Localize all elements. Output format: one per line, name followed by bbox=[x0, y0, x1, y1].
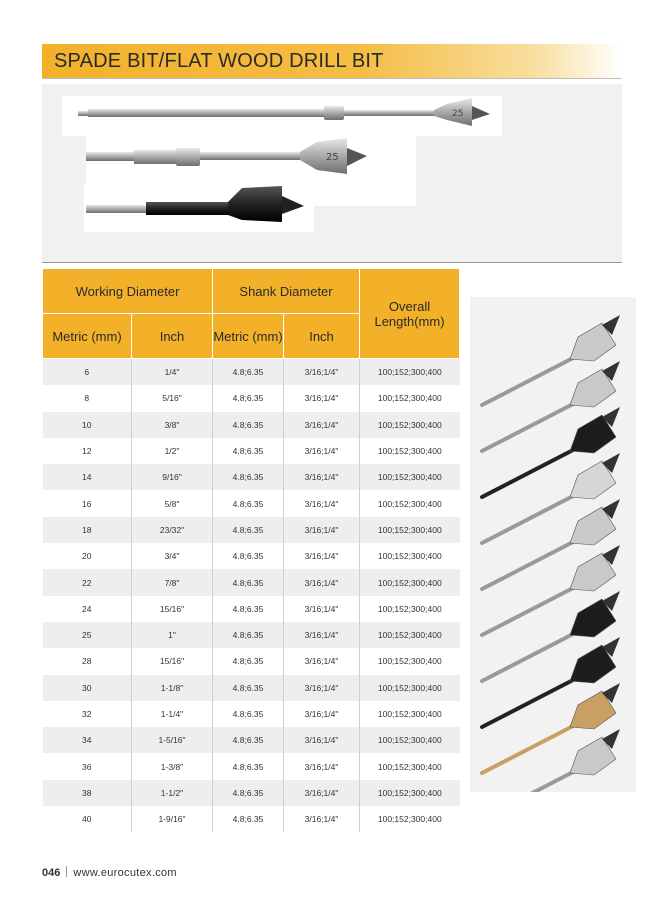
cell-overall-length: 100;152;300;400 bbox=[360, 727, 460, 753]
cell-inch: 9/16" bbox=[132, 464, 213, 490]
website-link[interactable]: www.eurocutex.com bbox=[73, 867, 177, 879]
cell-shank-metric: 4.8;6.35 bbox=[213, 569, 284, 595]
page-number: 046 bbox=[42, 867, 61, 879]
spec-table-body bbox=[43, 359, 460, 833]
cell-shank-metric: 4.8;6.35 bbox=[213, 543, 284, 569]
cell-shank-metric: 4.8;6.35 bbox=[213, 596, 284, 622]
cell-metric: 14 bbox=[43, 464, 132, 490]
spade-bits-illustration bbox=[42, 84, 622, 262]
header-overall-length: Overall Length(mm) bbox=[360, 269, 460, 359]
top-product-photo bbox=[42, 84, 622, 263]
cell-overall-length: 100;152;300;400 bbox=[360, 464, 460, 490]
cell-shank-metric: 4.8;6.35 bbox=[213, 753, 284, 779]
header-working-diameter: Working Diameter bbox=[43, 269, 213, 314]
table-row bbox=[43, 753, 460, 779]
cell-inch: 1-1/2" bbox=[132, 780, 213, 806]
cell-metric: 40 bbox=[43, 806, 132, 832]
cell-overall-length: 100;152;300;400 bbox=[360, 490, 460, 516]
cell-shank-metric: 4.8;6.35 bbox=[213, 490, 284, 516]
spec-table bbox=[42, 268, 460, 832]
cell-metric: 18 bbox=[43, 517, 132, 543]
cell-shank-inch: 3/16;1/4" bbox=[284, 701, 360, 727]
cell-inch: 1" bbox=[132, 622, 213, 648]
cell-overall-length: 100;152;300;400 bbox=[360, 569, 460, 595]
header-inch: Inch bbox=[284, 314, 360, 359]
cell-shank-metric: 4.8;6.35 bbox=[213, 622, 284, 648]
cell-shank-inch: 3/16;1/4" bbox=[284, 359, 360, 386]
cell-overall-length: 100;152;300;400 bbox=[360, 753, 460, 779]
cell-overall-length: 100;152;300;400 bbox=[360, 517, 460, 543]
table-row bbox=[43, 569, 460, 595]
cell-metric: 10 bbox=[43, 412, 132, 438]
cell-inch: 7/8" bbox=[132, 569, 213, 595]
cell-inch: 3/4" bbox=[132, 543, 213, 569]
cell-metric: 8 bbox=[43, 385, 132, 411]
spade-bit-set-illustration bbox=[470, 297, 636, 792]
cell-metric: 25 bbox=[43, 622, 132, 648]
cell-inch: 23/32" bbox=[132, 517, 213, 543]
cell-metric: 36 bbox=[43, 753, 132, 779]
cell-shank-inch: 3/16;1/4" bbox=[284, 780, 360, 806]
table-row bbox=[43, 359, 460, 386]
cell-inch: 5/8" bbox=[132, 490, 213, 516]
table-row bbox=[43, 490, 460, 516]
cell-inch: 1/4" bbox=[132, 359, 213, 386]
cell-shank-metric: 4.8;6.35 bbox=[213, 727, 284, 753]
cell-shank-metric: 4.8;6.35 bbox=[213, 517, 284, 543]
cell-shank-metric: 4.8;6.35 bbox=[213, 385, 284, 411]
cell-shank-metric: 4.8;6.35 bbox=[213, 359, 284, 386]
cell-shank-inch: 3/16;1/4" bbox=[284, 543, 360, 569]
table-row bbox=[43, 438, 460, 464]
cell-overall-length: 100;152;300;400 bbox=[360, 438, 460, 464]
cell-overall-length: 100;152;300;400 bbox=[360, 359, 460, 386]
table-row bbox=[43, 385, 460, 411]
table-row bbox=[43, 596, 460, 622]
cell-metric: 6 bbox=[43, 359, 132, 386]
cell-inch: 15/16" bbox=[132, 648, 213, 674]
cell-metric: 16 bbox=[43, 490, 132, 516]
table-row bbox=[43, 806, 460, 832]
cell-metric: 22 bbox=[43, 569, 132, 595]
table-row bbox=[43, 543, 460, 569]
page-title: SPADE BIT/FLAT WOOD DRILL BIT bbox=[54, 50, 384, 72]
cell-inch: 15/16" bbox=[132, 596, 213, 622]
cell-overall-length: 100;152;300;400 bbox=[360, 701, 460, 727]
cell-overall-length: 100;152;300;400 bbox=[360, 806, 460, 832]
cell-inch: 1-1/4" bbox=[132, 701, 213, 727]
cell-inch: 5/16" bbox=[132, 385, 213, 411]
header-metric: Metric (mm) bbox=[43, 314, 132, 359]
footer bbox=[42, 866, 177, 879]
header-inch: Inch bbox=[132, 314, 213, 359]
footer-divider bbox=[66, 866, 67, 877]
cell-shank-inch: 3/16;1/4" bbox=[284, 490, 360, 516]
cell-shank-inch: 3/16;1/4" bbox=[284, 569, 360, 595]
cell-shank-inch: 3/16;1/4" bbox=[284, 727, 360, 753]
table-row bbox=[43, 727, 460, 753]
table-row bbox=[43, 675, 460, 701]
title-divider bbox=[42, 78, 622, 79]
header-shank-diameter: Shank Diameter bbox=[213, 269, 360, 314]
cell-overall-length: 100;152;300;400 bbox=[360, 596, 460, 622]
cell-shank-metric: 4.8;6.35 bbox=[213, 701, 284, 727]
cell-shank-inch: 3/16;1/4" bbox=[284, 412, 360, 438]
svg-text:25: 25 bbox=[326, 152, 339, 163]
cell-shank-inch: 3/16;1/4" bbox=[284, 806, 360, 832]
cell-overall-length: 100;152;300;400 bbox=[360, 622, 460, 648]
cell-shank-inch: 3/16;1/4" bbox=[284, 753, 360, 779]
cell-shank-inch: 3/16;1/4" bbox=[284, 596, 360, 622]
cell-metric: 34 bbox=[43, 727, 132, 753]
title-bar bbox=[42, 44, 622, 78]
cell-shank-metric: 4.8;6.35 bbox=[213, 806, 284, 832]
side-product-photo bbox=[470, 297, 636, 792]
table-row bbox=[43, 622, 460, 648]
table-row bbox=[43, 464, 460, 490]
cell-metric: 28 bbox=[43, 648, 132, 674]
cell-overall-length: 100;152;300;400 bbox=[360, 543, 460, 569]
cell-metric: 30 bbox=[43, 675, 132, 701]
cell-shank-metric: 4.8;6.35 bbox=[213, 780, 284, 806]
cell-shank-inch: 3/16;1/4" bbox=[284, 517, 360, 543]
cell-shank-inch: 3/16;1/4" bbox=[284, 438, 360, 464]
cell-shank-metric: 4.8;6.35 bbox=[213, 464, 284, 490]
table-row bbox=[43, 701, 460, 727]
cell-shank-inch: 3/16;1/4" bbox=[284, 675, 360, 701]
cell-shank-metric: 4.8;6.35 bbox=[213, 438, 284, 464]
cell-inch: 1-3/8" bbox=[132, 753, 213, 779]
cell-metric: 20 bbox=[43, 543, 132, 569]
header-metric: Metric (mm) bbox=[213, 314, 284, 359]
cell-overall-length: 100;152;300;400 bbox=[360, 648, 460, 674]
cell-overall-length: 100;152;300;400 bbox=[360, 780, 460, 806]
cell-shank-inch: 3/16;1/4" bbox=[284, 648, 360, 674]
cell-overall-length: 100;152;300;400 bbox=[360, 675, 460, 701]
svg-text:25: 25 bbox=[452, 109, 464, 119]
cell-overall-length: 100;152;300;400 bbox=[360, 385, 460, 411]
table-row bbox=[43, 648, 460, 674]
cell-metric: 38 bbox=[43, 780, 132, 806]
cell-shank-inch: 3/16;1/4" bbox=[284, 464, 360, 490]
cell-shank-metric: 4.8;6.35 bbox=[213, 675, 284, 701]
table-row bbox=[43, 780, 460, 806]
cell-shank-inch: 3/16;1/4" bbox=[284, 622, 360, 648]
cell-shank-metric: 4.8;6.35 bbox=[213, 648, 284, 674]
table-row bbox=[43, 412, 460, 438]
cell-metric: 32 bbox=[43, 701, 132, 727]
cell-inch: 1-1/8" bbox=[132, 675, 213, 701]
cell-overall-length: 100;152;300;400 bbox=[360, 412, 460, 438]
cell-shank-inch: 3/16;1/4" bbox=[284, 385, 360, 411]
cell-inch: 3/8" bbox=[132, 412, 213, 438]
cell-inch: 1/2" bbox=[132, 438, 213, 464]
cell-inch: 1-9/16" bbox=[132, 806, 213, 832]
cell-shank-metric: 4.8;6.35 bbox=[213, 412, 284, 438]
cell-metric: 24 bbox=[43, 596, 132, 622]
cell-metric: 12 bbox=[43, 438, 132, 464]
cell-inch: 1-5/16" bbox=[132, 727, 213, 753]
table-row bbox=[43, 517, 460, 543]
